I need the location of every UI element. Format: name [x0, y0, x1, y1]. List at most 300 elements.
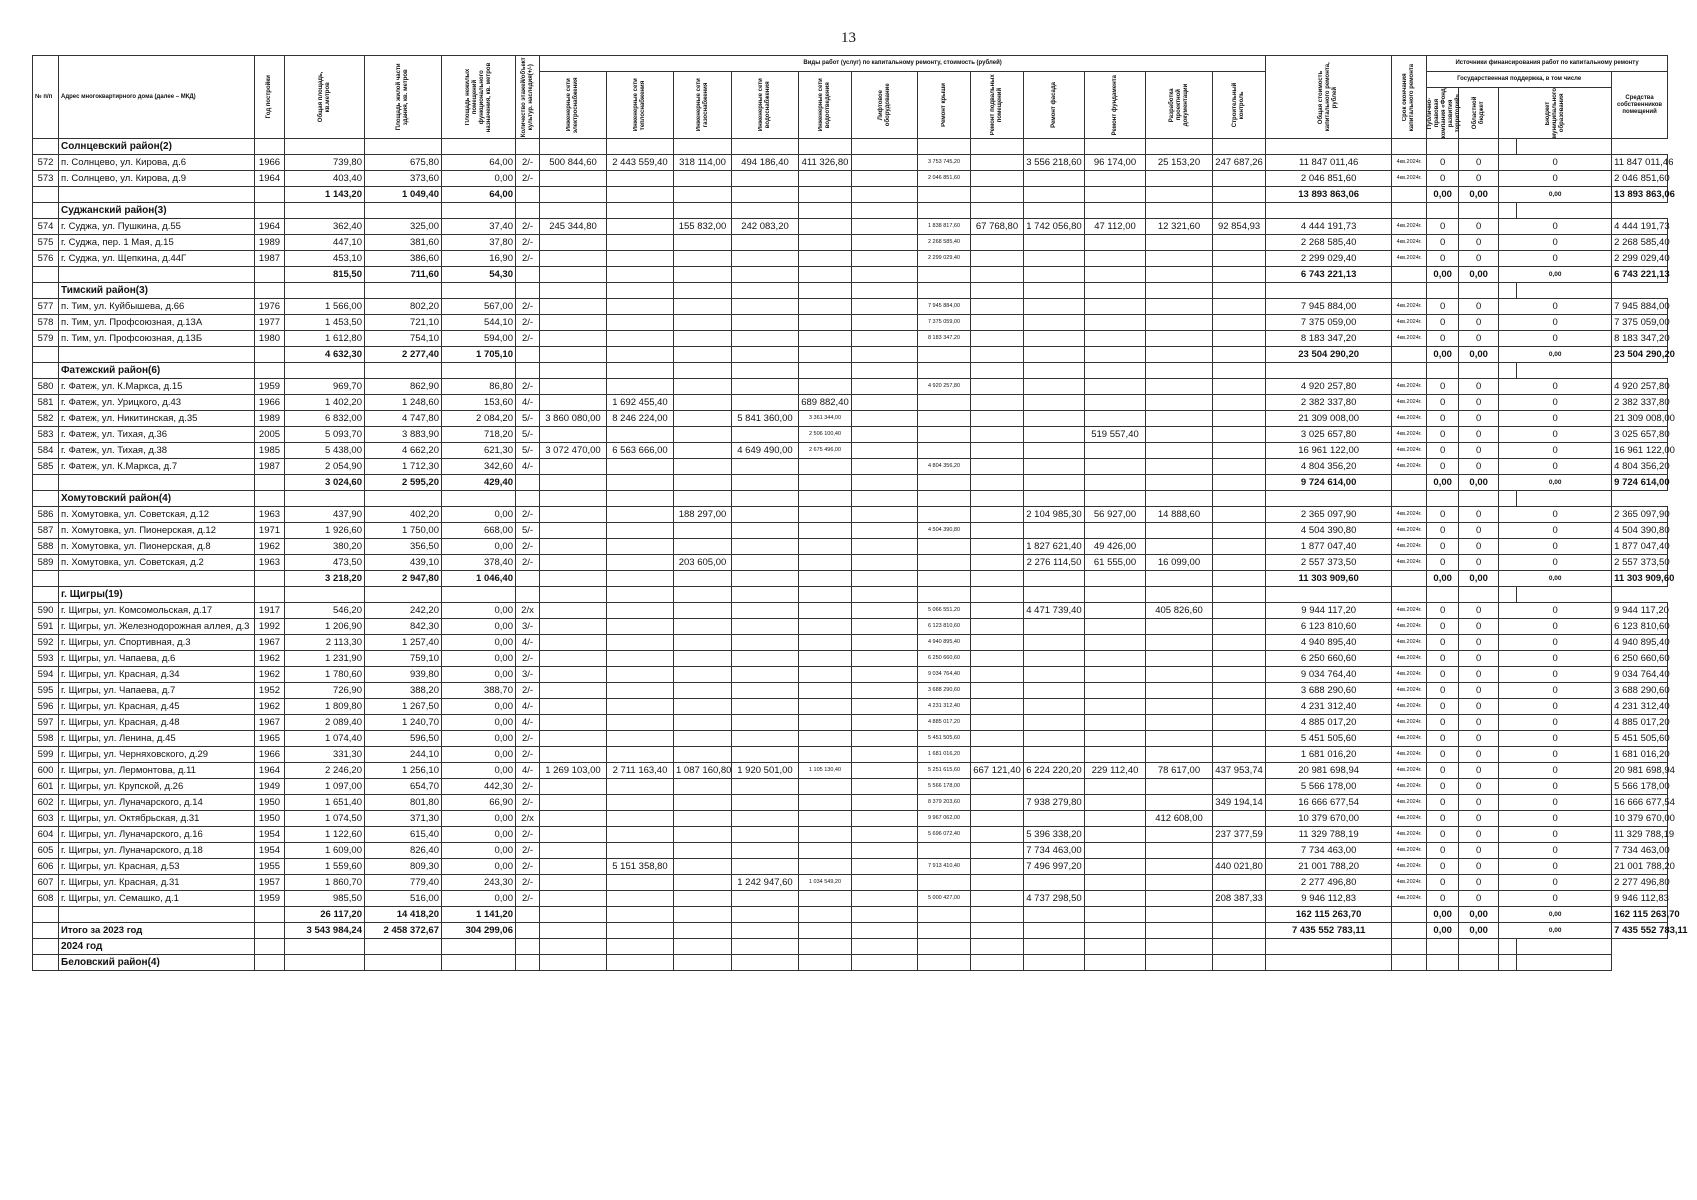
year-cell: 1964 — [255, 763, 285, 779]
owners-funds-cell: 5 566 178,00 — [1612, 779, 1668, 795]
regional-budget-cell: 0 — [1459, 459, 1499, 475]
header-work-supervision: Строительный контроль — [1213, 72, 1266, 139]
year-cell: 2005 — [255, 427, 285, 443]
work-cost-cell — [799, 667, 852, 683]
work-cost-cell — [540, 395, 607, 411]
empty-cell — [1146, 363, 1213, 379]
work-cost-cell — [1024, 427, 1085, 443]
empty-cell — [442, 203, 516, 219]
work-cost-cell — [971, 555, 1024, 571]
living-area-cell: 1 049,40 — [365, 187, 442, 203]
empty-cell — [1517, 955, 1612, 971]
empty-cell — [1024, 923, 1085, 939]
work-cost-cell — [852, 731, 918, 747]
district-name: Суджанский район(3) — [59, 203, 255, 219]
empty-cell — [516, 907, 540, 923]
regional-budget-cell: 0,00 — [1459, 267, 1499, 283]
num-cell — [33, 587, 59, 603]
deadline-cell: 4кв.2024г. — [1392, 699, 1427, 715]
row-number: 594 — [33, 667, 59, 683]
year-cell: 1965 — [255, 731, 285, 747]
row-number: 602 — [33, 795, 59, 811]
nonres-area-cell: 0,00 — [442, 715, 516, 731]
empty-cell — [1213, 139, 1266, 155]
work-cost-cell — [852, 715, 918, 731]
work-cost-cell: 3 072 470,00 — [540, 443, 607, 459]
total-cost-cell: 2 557 373,50 — [1266, 555, 1392, 571]
total-area-cell: 1 566,00 — [285, 299, 365, 315]
work-cost-cell — [1146, 315, 1213, 331]
work-cost-cell: 4 504 390,80 — [918, 523, 971, 539]
year-cell: 1962 — [255, 539, 285, 555]
total-cost-cell: 2 046 851,60 — [1266, 171, 1392, 187]
row-number: 586 — [33, 507, 59, 523]
work-cost-cell — [1085, 235, 1146, 251]
work-cost-cell — [732, 507, 799, 523]
work-cost-cell: 208 387,33 — [1213, 891, 1266, 907]
work-cost-cell — [1146, 667, 1213, 683]
fund-cell: 0 — [1427, 395, 1459, 411]
num-cell — [33, 363, 59, 379]
total-area-cell: 26 117,20 — [285, 907, 365, 923]
district-header-row — [33, 139, 1668, 155]
owners-funds-cell: 4 940 895,40 — [1612, 635, 1668, 651]
work-cost-cell — [732, 715, 799, 731]
work-cost-cell: 8 246 224,00 — [607, 411, 674, 427]
empty-cell — [1517, 139, 1612, 155]
work-cost-cell — [852, 171, 918, 187]
table-header — [33, 56, 1668, 139]
total-label: Итого за 2023 год — [59, 923, 255, 939]
empty-cell — [1392, 267, 1427, 283]
deadline-cell: 4кв.2024г. — [1392, 219, 1427, 235]
nonres-area-cell: 594,00 — [442, 331, 516, 347]
empty-cell — [674, 955, 732, 971]
municipal-budget-cell: 0,00 — [1499, 347, 1612, 363]
work-cost-cell — [1024, 619, 1085, 635]
floors-cell: 2/- — [516, 651, 540, 667]
work-cost-cell — [540, 379, 607, 395]
table-row — [33, 635, 1668, 651]
work-cost-cell — [674, 843, 732, 859]
regional-budget-cell: 0 — [1459, 523, 1499, 539]
header-works-group: Виды работ (услуг) по капитальному ремонту, стоимость (рублей) — [540, 56, 1266, 72]
empty-cell — [732, 363, 799, 379]
owners-funds-cell: 4 504 390,80 — [1612, 523, 1668, 539]
floors-cell: 4/- — [516, 459, 540, 475]
total-area-cell: 3 543 984,24 — [285, 923, 365, 939]
row-number: 592 — [33, 635, 59, 651]
total-area-cell: 726,90 — [285, 683, 365, 699]
work-cost-cell — [732, 235, 799, 251]
row-number: 591 — [33, 619, 59, 635]
empty-cell — [1392, 907, 1427, 923]
living-area-cell: 388,20 — [365, 683, 442, 699]
work-cost-cell — [852, 155, 918, 171]
work-cost-cell — [732, 683, 799, 699]
total-cost-cell: 23 504 290,20 — [1266, 347, 1392, 363]
nonres-area-cell: 0,00 — [442, 539, 516, 555]
living-area-cell: 842,30 — [365, 619, 442, 635]
work-cost-cell — [799, 651, 852, 667]
work-cost-cell — [674, 811, 732, 827]
owners-funds-cell: 9 034 764,40 — [1612, 667, 1668, 683]
floors-cell: 2/- — [516, 507, 540, 523]
nonres-area-cell: 2 084,20 — [442, 411, 516, 427]
work-cost-cell: 5 841 360,00 — [732, 411, 799, 427]
work-cost-cell — [971, 507, 1024, 523]
year-cell: 1950 — [255, 795, 285, 811]
total-cost-cell: 2 365 097,90 — [1266, 507, 1392, 523]
work-cost-cell: 245 344,80 — [540, 219, 607, 235]
work-cost-cell — [674, 315, 732, 331]
work-cost-cell — [1146, 843, 1213, 859]
nonres-area-cell: 0,00 — [442, 827, 516, 843]
empty-cell — [540, 587, 607, 603]
nonres-area-cell: 0,00 — [442, 635, 516, 651]
owners-funds-cell: 23 504 290,20 — [1612, 347, 1668, 363]
empty-cell — [255, 267, 285, 283]
work-cost-cell — [540, 315, 607, 331]
empty-cell — [918, 923, 971, 939]
total-cost-cell: 2 268 585,40 — [1266, 235, 1392, 251]
work-cost-cell — [1213, 411, 1266, 427]
work-cost-cell — [607, 315, 674, 331]
empty-cell — [516, 571, 540, 587]
empty-cell — [285, 491, 365, 507]
work-cost-cell — [1146, 459, 1213, 475]
empty-cell — [1517, 203, 1612, 219]
work-cost-cell — [852, 459, 918, 475]
owners-funds-cell: 13 893 863,06 — [1612, 187, 1668, 203]
table-body — [33, 139, 1688, 971]
total-cost-cell: 11 329 788,19 — [1266, 827, 1392, 843]
work-cost-cell — [1213, 555, 1266, 571]
table-row — [33, 747, 1668, 763]
empty-cell — [540, 571, 607, 587]
empty-cell — [852, 363, 918, 379]
work-cost-cell — [1213, 619, 1266, 635]
nonres-area-cell: 0,00 — [442, 843, 516, 859]
work-cost-cell — [799, 731, 852, 747]
total-cost-cell: 4 804 356,20 — [1266, 459, 1392, 475]
living-area-cell: 1 267,50 — [365, 699, 442, 715]
table-row — [33, 507, 1668, 523]
work-cost-cell — [1024, 171, 1085, 187]
work-cost-cell: 412 608,00 — [1146, 811, 1213, 827]
empty-cell — [971, 347, 1024, 363]
deadline-cell: 4кв.2024г. — [1392, 171, 1427, 187]
floors-cell: 2/- — [516, 235, 540, 251]
work-cost-cell — [918, 443, 971, 459]
work-cost-cell: 1 920 501,00 — [732, 763, 799, 779]
work-cost-cell — [1024, 411, 1085, 427]
living-area-cell: 2 458 372,67 — [365, 923, 442, 939]
floors-cell: 2/- — [516, 315, 540, 331]
total-cost-cell: 9 944 117,20 — [1266, 603, 1392, 619]
nonres-area-cell: 1 046,40 — [442, 571, 516, 587]
work-cost-cell — [607, 843, 674, 859]
total-area-cell: 2 246,20 — [285, 763, 365, 779]
work-cost-cell — [1213, 651, 1266, 667]
empty-cell — [799, 955, 852, 971]
row-number: 601 — [33, 779, 59, 795]
empty-cell — [1146, 955, 1213, 971]
fund-cell: 0,00 — [1427, 187, 1459, 203]
floors-cell: 5/- — [516, 523, 540, 539]
deadline-cell: 4кв.2024г. — [1392, 443, 1427, 459]
empty-cell — [852, 955, 918, 971]
work-cost-cell — [852, 763, 918, 779]
row-number: 606 — [33, 859, 59, 875]
work-cost-cell — [799, 235, 852, 251]
work-cost-cell — [1213, 747, 1266, 763]
row-number: 605 — [33, 843, 59, 859]
work-cost-cell: 242 083,20 — [732, 219, 799, 235]
address-cell: г. Фатеж, ул. Никитинская, д.35 — [59, 411, 255, 427]
work-cost-cell — [732, 315, 799, 331]
work-cost-cell — [852, 235, 918, 251]
year-cell: 1966 — [255, 747, 285, 763]
fund-cell: 0 — [1427, 379, 1459, 395]
empty-cell — [1392, 203, 1427, 219]
empty-cell — [674, 187, 732, 203]
work-cost-cell — [674, 459, 732, 475]
total-area-cell: 1 097,00 — [285, 779, 365, 795]
work-cost-cell — [1213, 443, 1266, 459]
nonres-area-cell: 1 705,10 — [442, 347, 516, 363]
work-cost-cell: 16 099,00 — [1146, 555, 1213, 571]
total-cost-cell: 11 847 011,46 — [1266, 155, 1392, 171]
total-cost-cell: 16 666 677,54 — [1266, 795, 1392, 811]
work-cost-cell: 7 913 410,40 — [918, 859, 971, 875]
regional-budget-cell: 0 — [1459, 155, 1499, 171]
fund-cell: 0,00 — [1427, 475, 1459, 491]
total-cost-cell: 9 946 112,83 — [1266, 891, 1392, 907]
address-cell: г. Щигры, ул. Красная, д.53 — [59, 859, 255, 875]
row-number: 588 — [33, 539, 59, 555]
empty-cell — [442, 491, 516, 507]
living-area-cell: 801,80 — [365, 795, 442, 811]
regional-budget-cell: 0 — [1459, 619, 1499, 635]
empty-cell — [1213, 907, 1266, 923]
floors-cell: 2/- — [516, 171, 540, 187]
work-cost-cell: 1 838 817,60 — [918, 219, 971, 235]
work-cost-cell: 6 563 666,00 — [607, 443, 674, 459]
district-header-row — [33, 283, 1668, 299]
fund-cell: 0 — [1427, 795, 1459, 811]
work-cost-cell — [607, 427, 674, 443]
table-row — [33, 619, 1668, 635]
nonres-area-cell: 0,00 — [442, 603, 516, 619]
empty-cell — [674, 491, 732, 507]
empty-cell — [1266, 363, 1392, 379]
work-cost-cell — [1213, 539, 1266, 555]
work-cost-cell: 1 742 056,80 — [1024, 219, 1085, 235]
work-cost-cell — [1146, 891, 1213, 907]
work-cost-cell: 67 768,80 — [971, 219, 1024, 235]
empty-cell — [607, 587, 674, 603]
work-cost-cell — [799, 331, 852, 347]
nonres-area-cell: 668,00 — [442, 523, 516, 539]
work-cost-cell — [674, 827, 732, 843]
nonres-area-cell: 153,60 — [442, 395, 516, 411]
work-cost-cell — [540, 507, 607, 523]
work-cost-cell — [1085, 699, 1146, 715]
work-cost-cell — [918, 427, 971, 443]
nonres-area-cell: 0,00 — [442, 651, 516, 667]
empty-cell — [1392, 587, 1427, 603]
work-cost-cell — [674, 395, 732, 411]
work-cost-cell — [1146, 235, 1213, 251]
owners-funds-cell: 4 444 191,73 — [1612, 219, 1668, 235]
owners-funds-cell: 1 877 047,40 — [1612, 539, 1668, 555]
work-cost-cell — [540, 651, 607, 667]
empty-cell — [1266, 587, 1392, 603]
work-cost-cell — [852, 779, 918, 795]
empty-cell — [365, 939, 442, 955]
empty-cell — [674, 283, 732, 299]
empty-cell — [852, 491, 918, 507]
empty-cell — [1213, 491, 1266, 507]
year-cell: 1966 — [255, 155, 285, 171]
address-cell: г. Щигры, ул. Семашко, д.1 — [59, 891, 255, 907]
address-cell: п. Хомутовка, ул. Советская, д.2 — [59, 555, 255, 571]
floors-cell: 2/х — [516, 811, 540, 827]
work-cost-cell — [1146, 443, 1213, 459]
work-cost-cell — [674, 651, 732, 667]
empty-cell — [971, 203, 1024, 219]
year-cell: 1977 — [255, 315, 285, 331]
empty-cell — [971, 475, 1024, 491]
work-cost-cell — [971, 683, 1024, 699]
empty-cell — [1392, 363, 1427, 379]
total-cost-cell: 6 250 660,60 — [1266, 651, 1392, 667]
work-cost-cell — [1085, 443, 1146, 459]
work-cost-cell — [607, 379, 674, 395]
header-work-elevator: Лифтовое оборудование — [852, 72, 918, 139]
work-cost-cell: 2 675 496,00 — [799, 443, 852, 459]
work-cost-cell: 237 377,59 — [1213, 827, 1266, 843]
empty-cell — [799, 939, 852, 955]
work-cost-cell — [674, 795, 732, 811]
total-cost-cell: 6 123 810,60 — [1266, 619, 1392, 635]
header-work-electric: Инженерные сети электроснабжения — [540, 72, 607, 139]
empty-cell — [442, 587, 516, 603]
year-cell: 1967 — [255, 715, 285, 731]
empty-cell — [516, 187, 540, 203]
row-number: 583 — [33, 427, 59, 443]
empty-cell — [918, 587, 971, 603]
work-cost-cell — [540, 683, 607, 699]
regional-budget-cell: 0 — [1459, 427, 1499, 443]
empty-cell — [607, 939, 674, 955]
empty-cell — [1085, 283, 1146, 299]
work-cost-cell — [1146, 379, 1213, 395]
empty-cell — [799, 203, 852, 219]
work-cost-cell — [852, 315, 918, 331]
district-name: Хомутовский район(4) — [59, 491, 255, 507]
address-cell: г. Щигры, ул. Комсомольская, д.17 — [59, 603, 255, 619]
total-cost-cell: 8 183 347,20 — [1266, 331, 1392, 347]
work-cost-cell — [799, 619, 852, 635]
address-cell: г. Фатеж, ул. Тихая, д.38 — [59, 443, 255, 459]
total-area-cell: 447,10 — [285, 235, 365, 251]
work-cost-cell — [540, 523, 607, 539]
work-cost-cell: 5 251 615,60 — [918, 763, 971, 779]
nonres-area-cell: 54,30 — [442, 267, 516, 283]
empty-cell — [540, 139, 607, 155]
work-cost-cell: 411 326,80 — [799, 155, 852, 171]
empty-cell — [1427, 363, 1459, 379]
work-cost-cell — [674, 699, 732, 715]
floors-cell: 2/- — [516, 379, 540, 395]
work-cost-cell — [1085, 523, 1146, 539]
work-cost-cell: 519 557,40 — [1085, 427, 1146, 443]
work-cost-cell — [971, 891, 1024, 907]
work-cost-cell — [1213, 427, 1266, 443]
work-cost-cell — [799, 859, 852, 875]
header-state-support: Государственная поддержка, в том числе — [1427, 72, 1612, 88]
empty-cell — [1024, 491, 1085, 507]
nonres-area-cell: 0,00 — [442, 763, 516, 779]
total-area-cell: 969,70 — [285, 379, 365, 395]
header-work-sewer: Инженерные сети водоотведения — [799, 72, 852, 139]
total-area-cell: 1 559,60 — [285, 859, 365, 875]
work-cost-cell — [1213, 699, 1266, 715]
header-municipal: Бюджет муниципального образования — [1499, 88, 1612, 139]
municipal-budget-cell: 0 — [1499, 603, 1612, 619]
work-cost-cell: 7 734 463,00 — [1024, 843, 1085, 859]
address-cell: г. Суджа, пер. 1 Мая, д.15 — [59, 235, 255, 251]
total-area-cell: 6 832,00 — [285, 411, 365, 427]
total-cost-cell: 162 115 263,70 — [1266, 907, 1392, 923]
work-cost-cell — [607, 635, 674, 651]
work-cost-cell — [852, 411, 918, 427]
work-cost-cell — [1146, 859, 1213, 875]
work-cost-cell — [1146, 651, 1213, 667]
regional-budget-cell: 0 — [1459, 219, 1499, 235]
header-work-heating: Инженерные сети теплоснабжения — [607, 72, 674, 139]
year-cell: 1964 — [255, 219, 285, 235]
empty-cell — [1213, 923, 1266, 939]
empty-cell — [674, 267, 732, 283]
work-cost-cell — [540, 171, 607, 187]
living-area-cell: 242,20 — [365, 603, 442, 619]
work-cost-cell — [732, 539, 799, 555]
municipal-budget-cell: 0,00 — [1499, 187, 1612, 203]
empty-cell — [918, 907, 971, 923]
work-cost-cell: 4 737 298,50 — [1024, 891, 1085, 907]
total-area-cell: 1 074,40 — [285, 731, 365, 747]
empty-cell — [1024, 203, 1085, 219]
work-cost-cell: 1 242 947,60 — [732, 875, 799, 891]
municipal-budget-cell: 0,00 — [1499, 923, 1612, 939]
empty-cell — [1085, 955, 1146, 971]
work-cost-cell — [799, 219, 852, 235]
work-cost-cell: 689 882,40 — [799, 395, 852, 411]
living-area-cell: 14 418,20 — [365, 907, 442, 923]
page-number: 13 — [841, 30, 856, 46]
work-cost-cell — [852, 859, 918, 875]
total-area-cell: 1 143,20 — [285, 187, 365, 203]
work-cost-cell — [540, 731, 607, 747]
work-cost-cell — [607, 299, 674, 315]
work-cost-cell — [971, 795, 1024, 811]
total-area-cell: 1 780,60 — [285, 667, 365, 683]
empty-cell — [1085, 907, 1146, 923]
work-cost-cell — [971, 731, 1024, 747]
